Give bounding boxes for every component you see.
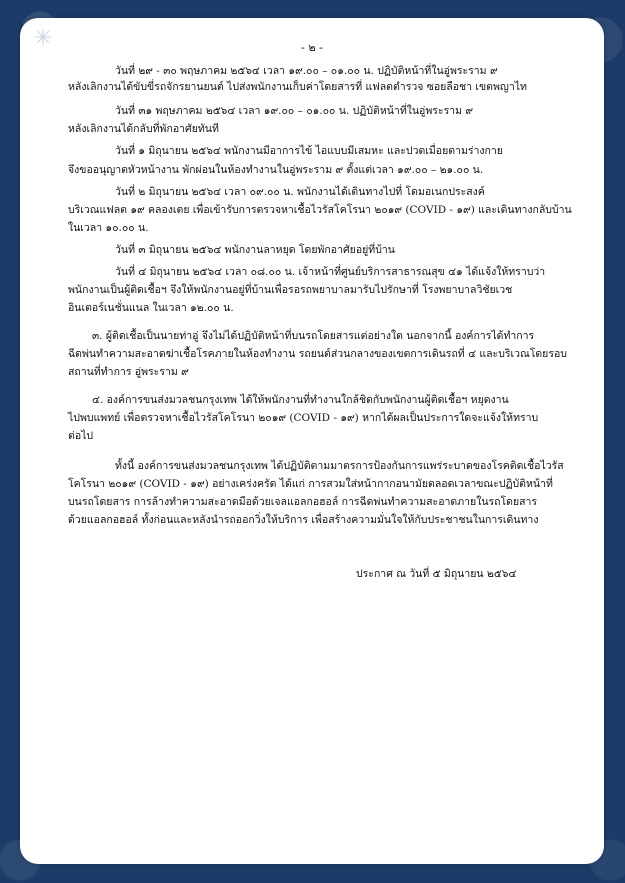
paragraph-line: บริเวณแฟลต ๑๙ คลองเตย เพื่อเข้ารับการตรวจหาเชื้อไวรัสโคโรนา ๒๐๑๙ (COVID - ๑๙) และเดินทางกลับบ้าน (68, 204, 572, 216)
paragraph-line: อินเตอร์เนชั่นแนล ในเวลา ๑๒.๐๐ น. (68, 302, 234, 314)
paragraph-line: วันที่ ๒๙ - ๓๐ พฤษภาคม ๒๕๖๔ เวลา ๑๙.๐๐ – ๐๑.๐๐ น. ปฏิบัติหน้าที่ในอู่พระราม ๙ (115, 65, 498, 77)
paragraph-line: วันที่ ๑ มิถุนายน ๒๕๖๔ พนักงานมีอาการไข้ ไอแบบมีเสมหะ และปวดเมื่อยตามร่างกาย (115, 145, 503, 157)
paragraph-line: วันที่ ๓๑ พฤษภาคม ๒๕๖๔ เวลา ๑๙.๐๐ – ๐๑.๐๐ น. ปฏิบัติหน้าที่ในอู่พระราม ๙ (115, 105, 474, 117)
paragraph-line: พนักงานเป็นผู้ติดเชื้อฯ จึงให้พนักงานอยู่ที่บ้านเพื่อรอรถพยาบาลมารับไปรักษาที่ โรงพยาบาลวิชัยเวช (68, 284, 513, 296)
paragraph-line: ๔. องค์การขนส่งมวลชนกรุงเทพ ได้ให้พนักงานที่ทำงานใกล้ชิดกับพนักงานผู้ติดเชื้อฯ หยุดงาน (92, 394, 509, 406)
paragraph-line: โคโรนา ๒๐๑๙ (COVID - ๑๙) อย่างเคร่งครัด ได้แก่ การสวมใส่หน้ากากอนามัยตลอดเวลาขณะปฏิบัติหน้าที่ (68, 478, 553, 490)
paragraph-line: วันที่ ๒ มิถุนายน ๒๕๖๔ เวลา ๐๙.๐๐ น. พนักงานได้เดินทางไปที่ โดมอเนกประสงค์ (115, 186, 485, 198)
paragraph-line: หลังเลิกงานได้กลับที่พักอาศัยทันที (68, 123, 219, 135)
paragraph-line: ในเวลา ๑๐.๐๐ น. (68, 222, 149, 234)
paragraph-line: สถานที่ทำการ อู่พระราม ๙ (68, 366, 189, 378)
paragraph-line: ไปพบแพทย์ เพื่อตรวจหาเชื้อไวรัสโคโรนา ๒๐๑๙ (COVID - ๑๙) หากได้ผลเป็นประการใดจะแจ้งให้ทราบ (68, 412, 539, 424)
paragraph-line: หลังเลิกงานได้ขับขี่รถจักรยานยนต์ ไปส่งพนักงานเก็บค่าโดยสารที่ แฟลตตำรวจ ซอยลือชา เขตพญาไท (68, 81, 527, 93)
paragraph-line: ทั้งนี้ องค์การขนส่งมวลชนกรุงเทพ ได้ปฏิบัติตามมาตรการป้องกันการแพร่ระบาดของโรคติดเชื้อไวรัส (115, 460, 564, 472)
page-number: - ๒ - (301, 41, 323, 54)
announcement-date: ประกาศ ณ วันที่ ๕ มิถุนายน ๒๕๖๔ (356, 568, 517, 580)
paragraph-line: วันที่ ๓ มิถุนายน ๒๕๖๔ พนักงานลาหยุด โดยพักอาศัยอยู่ที่บ้าน (115, 244, 395, 256)
paragraph-line: จึงขออนุญาตหัวหน้างาน พักผ่อนในห้องทำงานในอู่พระราม ๙ ตั้งแต่เวลา ๑๙.๐๐ – ๒๑.๐๐ น. (68, 164, 484, 176)
paragraph-line: ด้วยแอลกอฮอล์ ทั้งก่อนและหลังนำรถออกวิ่งให้บริการ เพื่อสร้างความมั่นใจให้กับประชาชนในการเดินทาง (68, 514, 539, 526)
paragraph-line: ๓. ผู้ติดเชื้อเป็นนายท่าอู่ จึงไม่ได้ปฏิบัติหน้าที่บนรถโดยสารแต่อย่างใด นอกจากนี้ องค์การได้ทำการ (92, 330, 535, 342)
document-page (20, 18, 604, 864)
paragraph-line: ต่อไป (68, 430, 94, 442)
paragraph-line: วันที่ ๔ มิถุนายน ๒๕๖๔ เวลา ๐๘.๐๐ น. เจ้าหน้าที่ศูนย์บริการสาธารณสุข ๔๑ ได้แจ้งให้ทราบว่า (115, 266, 546, 278)
paragraph-line: ฉีดพ่นทำความสะอาดฆ่าเชื้อโรคภายในห้องทำงาน รถยนต์ส่วนกลางของเขตการเดินรถที่ ๔ และบริเวณโดยรอบ (68, 348, 567, 360)
paragraph-line: บนรถโดยสาร การล้างทำความสะอาดมือด้วยเจลแอลกอฮอล์ การฉีดพ่นทำความสะอาดภายในรถโดยสาร (68, 496, 538, 508)
